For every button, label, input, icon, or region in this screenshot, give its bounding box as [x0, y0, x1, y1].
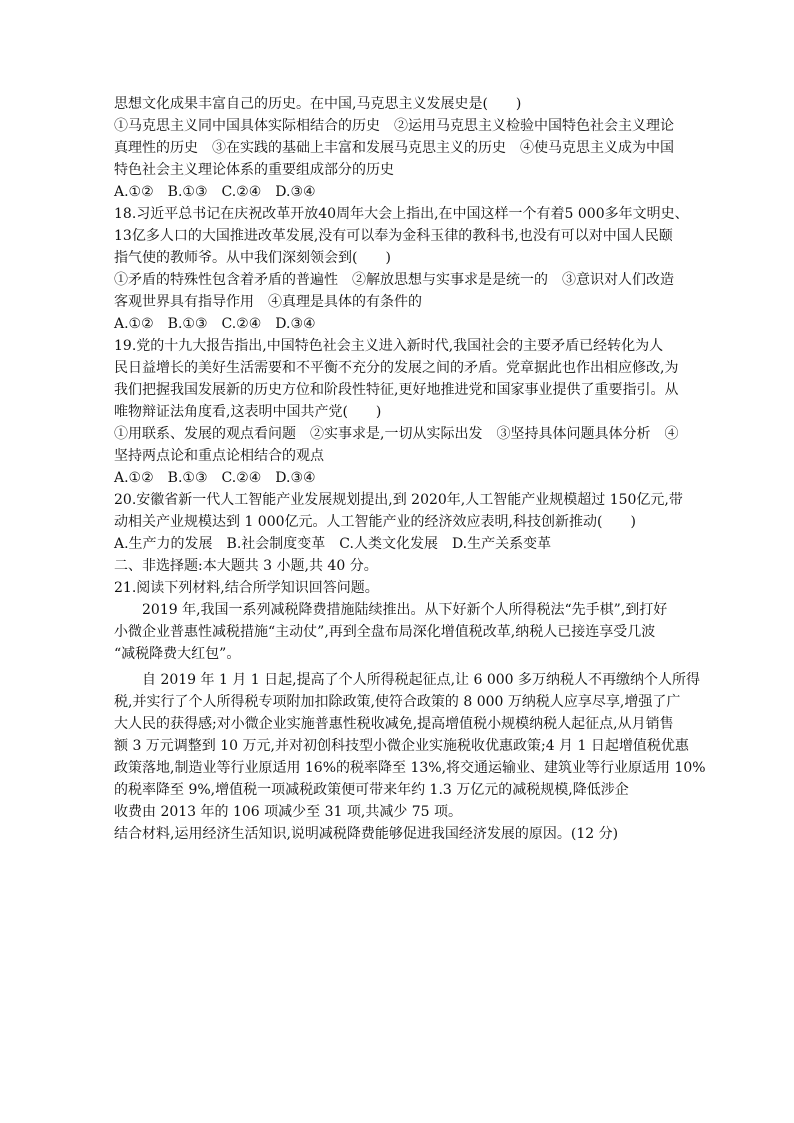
q17-answer-choices: A.①② B.①③ C.②④ D.③④ — [114, 184, 316, 200]
q21-material-para2-line-5: 政策落地,制造业等行业原适用 16%的税率降至 13%,将交通运输业、建筑业等行业原适用 10% — [114, 760, 706, 776]
q18-options-line-1: ①矛盾的特殊性包含着矛盾的普遍性 ②解放思想与实事求是是统一的 ③意识对人们改造 — [114, 272, 674, 288]
q21-material-para2-line-4: 额 3 万元调整到 10 万元,并对初创科技型小微企业实施税收优惠政策;4 月 1 日起增值税优惠 — [114, 738, 689, 754]
q21-material-para1-line-2: 小微企业普惠性减税措施“主动仗”,再到全盘布局深化增值税改革,纳税人已接连享受几波 — [114, 624, 656, 640]
q21-material-para2-line-1: 自 2019 年 1 月 1 日起,提高了个人所得税起征点,让 6 000 多万纳税人不再缴纳个人所得 — [142, 672, 701, 688]
q18-options-line-2: 客观世界具有指导作用 ④真理是具体的有条件的 — [114, 294, 422, 310]
q21-instruction: 21.阅读下列材料,结合所学知识回答问题。 — [114, 580, 379, 596]
q21-question: 结合材料,运用经济生活知识,说明减税降费能够促进我国经济发展的原因。(12 分) — [114, 826, 619, 842]
q18-stem-line-3: 指气使的教师爷。从中我们深刻领会到( ) — [114, 250, 391, 266]
q21-material-para1-line-3: “减税降费大红包”。 — [114, 646, 241, 662]
q18-answer-choices: A.①② B.①③ C.②④ D.③④ — [114, 316, 316, 332]
q21-material-para2-line-6: 的税率降至 9%,增值税一项减税政策便可带来年约 1.3 万亿元的减税规模,降低涉企 — [114, 782, 629, 798]
q20-stem-line-1: 20.安徽省新一代人工智能产业发展规划提出,到 2020年,人工智能产业规模超过 150亿元,带 — [114, 492, 683, 508]
q21-material-para2-line-7: 收费由 2013 年的 106 项减少至 31 项,共减少 75 项。 — [114, 804, 463, 820]
q19-options-line-1: ①用联系、发展的观点看问题 ②实事求是,一切从实际出发 ③坚持具体问题具体分析 ④ — [114, 426, 679, 442]
q21-material-para1-line-1: 2019 年,我国一系列减税降费措施陆续推出。从下好新个人所得税法“先手棋”,到打好 — [142, 602, 668, 618]
q19-answer-choices: A.①② B.①③ C.②④ D.③④ — [114, 470, 316, 486]
q19-stem-line-3: 我们把握我国发展新的历史方位和阶段性特征,更好地推进党和国家事业提供了重要指引。从 — [114, 382, 679, 398]
section-heading-non-choice: 二、非选择题:本大题共 3 小题,共 40 分。 — [114, 558, 378, 574]
q17-options-line-2: 真理性的历史 ③在实践的基础上丰富和发展马克思主义的历史 ④使马克思主义成为中国 — [114, 140, 674, 156]
q20-stem-line-2: 动相关产业规模达到 1 000亿元。人工智能产业的经济效应表明,科技创新推动( ) — [114, 514, 636, 530]
q21-material-para2-line-2: 税,并实行了个人所得税专项附加扣除政策,使符合政策的 8 000 万纳税人应享尽享,增强了广 — [114, 694, 681, 710]
q17-stem-end: 思想文化成果丰富自己的历史。在中国,马克思主义发展史是( ) — [114, 96, 522, 112]
q19-stem-line-1: 19.党的十九大报告指出,中国特色社会主义进入新时代,我国社会的主要矛盾已经转化为人 — [114, 338, 664, 354]
q21-material-para2-line-3: 大人民的获得感;对小微企业实施普惠性税收减免,提高增值税小规模纳税人起征点,从月销售 — [114, 716, 674, 732]
q17-options-line-3: 特色社会主义理论体系的重要组成部分的历史 — [114, 162, 394, 178]
q17-options-line-1: ①马克思主义同中国具体实际相结合的历史 ②运用马克思主义检验中国特色社会主义理论 — [114, 118, 674, 134]
q18-stem-line-2: 13亿多人口的大国推进改革发展,没有可以奉为金科玉律的教科书,也没有可以对中国人民颐 — [114, 228, 673, 244]
q18-stem-line-1: 18.习近平总书记在庆祝改革开放40周年大会上指出,在中国这样一个有着5 000多年文明史、 — [114, 206, 689, 222]
q19-stem-line-2: 民日益增长的美好生活需要和不平衡不充分的发展之间的矛盾。党章据此也作出相应修改,为 — [114, 360, 679, 376]
q19-stem-line-4: 唯物辩证法角度看,这表明中国共产党( ) — [114, 404, 382, 420]
q20-answer-choices: A.生产力的发展 B.社会制度变革 C.人类文化发展 D.生产关系变革 — [114, 536, 552, 552]
q19-options-line-2: 坚持两点论和重点论相结合的观点 — [114, 448, 324, 464]
